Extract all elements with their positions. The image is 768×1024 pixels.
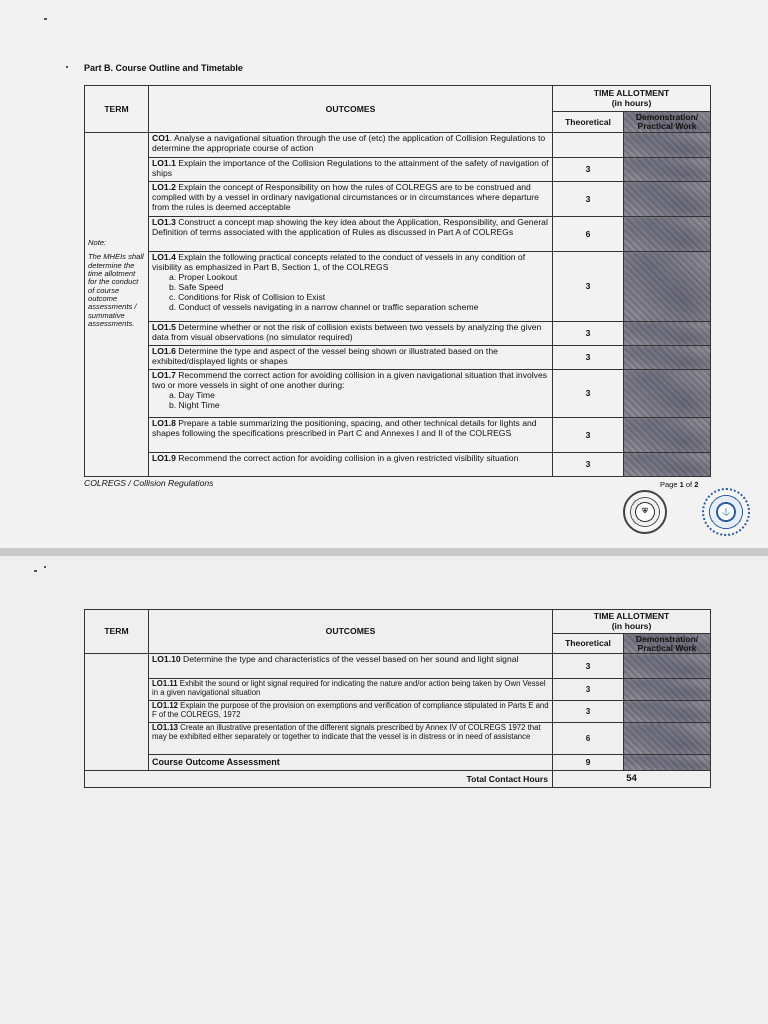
total-row xyxy=(85,771,711,788)
theoretical-hours: 3 xyxy=(553,158,624,182)
theoretical-hours: 3 xyxy=(553,252,624,322)
scan-speck xyxy=(66,66,68,68)
outcome-code: LO1.5 xyxy=(152,322,176,332)
outcome-cell xyxy=(149,158,553,182)
page-current: 1 xyxy=(679,480,684,489)
theoretical-hours: 3 xyxy=(553,679,624,701)
table-row xyxy=(85,654,711,679)
course-outline-table-continued xyxy=(84,609,711,788)
theoretical-hours: 3 xyxy=(553,322,624,346)
practical-hours xyxy=(624,418,711,453)
outcome-cell xyxy=(149,252,553,322)
practical-hours xyxy=(624,322,711,346)
practical-hours xyxy=(624,252,711,322)
theoretical-hours: 3 xyxy=(553,418,624,453)
theoretical-hours: 6 xyxy=(553,217,624,252)
table-row xyxy=(85,182,711,217)
outcome-code: LO1.4 xyxy=(152,252,176,262)
theoretical-hours: 6 xyxy=(553,723,624,755)
outcome-cell xyxy=(149,453,553,477)
outcome-text: . Analyse a navigational situation through the use of (etc) the application of Collision Regulations to determine the appropriate course of action xyxy=(152,133,546,154)
total-contact-hours-label: Total Contact Hours xyxy=(85,771,553,788)
outcome-code: LO1.6 xyxy=(152,346,176,356)
course-outcome-assessment-label: Course Outcome Assessment xyxy=(149,755,553,771)
page-total: 2 xyxy=(694,480,699,489)
demonstration-header: Demonstration/ Practical Work xyxy=(624,634,711,654)
theoretical-hours: 3 xyxy=(553,654,624,679)
note-cell xyxy=(85,133,149,477)
outcomes-header: OUTCOMES xyxy=(149,86,553,133)
outcome-code: LO1.2 xyxy=(152,182,176,192)
outcome-text: Explain the following practical concepts related to the conduct of vessels in any condition of visibility as emphasized in Part B, Section 1, of the COLREGS xyxy=(152,252,526,273)
table-row xyxy=(85,418,711,453)
outcome-text: Prepare a table summarizing the positioning, spacing, and other technical details for lights and shapes following the specifications prescribed in Part C and Annexes I and II of the COLREGS xyxy=(152,418,537,439)
outcome-cell xyxy=(149,322,553,346)
maritime-seal-icon: ⚓ xyxy=(702,488,750,536)
outcome-text: Recommend the correct action for avoiding collision in a given navigational situation that involves two or more vessels in sight of one another during: xyxy=(152,370,548,391)
scan-speck xyxy=(34,570,37,572)
theoretical-header: Theoretical xyxy=(553,112,624,133)
time-allotment-label: TIME ALLOTMENT xyxy=(593,87,670,98)
list-item: b. Safe Speed xyxy=(169,282,224,293)
term-header: TERM xyxy=(85,610,149,654)
outcome-code: LO1.12 xyxy=(152,701,179,710)
sub-list xyxy=(169,390,549,410)
practical-hours xyxy=(624,701,711,723)
theoretical-hours xyxy=(553,133,624,158)
practical-hours xyxy=(624,723,711,755)
outcomes-header: OUTCOMES xyxy=(149,610,553,654)
table-row xyxy=(85,133,711,158)
practical-hours xyxy=(624,370,711,418)
time-allotment-label: TIME ALLOTMENT xyxy=(593,610,670,621)
theoretical-hours: 3 xyxy=(553,370,624,418)
table-row xyxy=(85,252,711,322)
table-row xyxy=(85,723,711,755)
page-of: of xyxy=(683,480,695,489)
practical-hours xyxy=(624,182,711,217)
theoretical-header: Theoretical xyxy=(553,634,624,654)
theoretical-hours: 3 xyxy=(553,182,624,217)
footer-abbreviation: COLREGS / Collision Regulations xyxy=(84,478,214,488)
time-allotment-header xyxy=(553,86,711,112)
institution-seal-icon: ⛨ xyxy=(623,490,667,534)
outcome-text: Determine the type and aspect of the vessel being shown or illustrated based on the exhibited/displayed lights or shapes xyxy=(152,346,498,367)
table-row xyxy=(85,158,711,182)
outcome-cell xyxy=(149,723,553,755)
scan-speck xyxy=(44,566,46,568)
outcome-cell xyxy=(149,217,553,252)
list-item: a. Day Time xyxy=(169,390,215,401)
part-title: Part B. Course Outline and Timetable xyxy=(84,63,243,73)
in-hours-label: (in hours) xyxy=(611,97,652,108)
outcome-cell xyxy=(149,133,553,158)
outcome-text: Explain the importance of the Collision Regulations to the attainment of the safety of navigation of ships xyxy=(152,158,549,179)
scan-speck xyxy=(44,18,47,20)
table-row xyxy=(85,453,711,477)
outcome-code: LO1.7 xyxy=(152,370,176,380)
sub-list xyxy=(169,272,549,312)
outcome-cell xyxy=(149,418,553,453)
outcome-code: LO1.8 xyxy=(152,418,176,428)
term-header: TERM xyxy=(85,86,149,133)
theoretical-hours: 3 xyxy=(553,453,624,477)
practical-hours xyxy=(624,654,711,679)
outcome-cell xyxy=(149,370,553,418)
practical-hours xyxy=(624,133,711,158)
table-row xyxy=(85,755,711,771)
outcome-text: Recommend the correct action for avoiding collision in a given restricted visibility situation xyxy=(175,453,519,463)
outcome-text: Construct a concept map showing the key idea about the Application, Responsibility, and General Definition of terms associated with the application of Rules as discussed in Part A of COLREGs xyxy=(152,217,548,238)
table-row xyxy=(85,322,711,346)
outcome-cell xyxy=(149,701,553,723)
term-cell xyxy=(85,654,149,771)
table-row xyxy=(85,346,711,370)
practical-hours xyxy=(624,679,711,701)
practical-hours xyxy=(624,158,711,182)
outcome-code: LO1.9 xyxy=(152,453,176,463)
list-item: c. Conditions for Risk of Collision to Exist xyxy=(169,292,326,303)
list-item: d. Conduct of vessels navigating in a narrow channel or traffic separation scheme xyxy=(169,302,479,313)
list-item: b. Night Time xyxy=(169,400,220,411)
total-contact-hours-value: 54 xyxy=(553,771,711,788)
outcome-code: LO1.13 xyxy=(152,723,179,732)
outcome-cell xyxy=(149,654,553,679)
practical-hours xyxy=(624,453,711,477)
outcome-text: Determine whether or not the risk of collision exists between two vessels by analyzing the given data from visual observations (no simulator required) xyxy=(152,322,542,343)
outcome-code: LO1.11 xyxy=(152,679,178,688)
course-outline-table xyxy=(84,85,711,477)
theoretical-hours: 3 xyxy=(553,346,624,370)
outcome-code: CO1 xyxy=(152,133,170,143)
page-number xyxy=(660,480,698,489)
note-label: Note: xyxy=(88,238,107,247)
outcome-text: Create an illustrative presentation of the different signals prescribed by Annex IV of COLREGS 1972 that may be exhibited either separately or together to indicate that the vessel is in distress or in need of assistance xyxy=(152,723,541,742)
outcome-code: LO1.10 xyxy=(152,654,181,664)
table-row xyxy=(85,217,711,252)
outcome-code: LO1.3 xyxy=(152,217,176,227)
outcome-text: Explain the purpose of the provision on exemptions and verification of compliance stipulated in Parts E and F of the COLREGS, 1972 xyxy=(152,701,549,720)
outcome-cell xyxy=(149,679,553,701)
table-row xyxy=(85,370,711,418)
practical-hours xyxy=(624,217,711,252)
in-hours-label: (in hours) xyxy=(611,620,652,631)
demonstration-header: Demonstration/ Practical Work xyxy=(624,112,711,133)
assessment-hours: 9 xyxy=(553,755,624,771)
outcome-cell xyxy=(149,182,553,217)
practical-hours xyxy=(624,346,711,370)
time-allotment-header xyxy=(553,610,711,634)
page-prefix: Page xyxy=(660,480,680,489)
table-row xyxy=(85,679,711,701)
practical-hours xyxy=(624,755,711,771)
outcome-cell xyxy=(149,346,553,370)
list-item: a. Proper Lookout xyxy=(169,272,238,283)
outcome-text: Determine the type and characteristics of the vessel based on her sound and light signal xyxy=(180,654,519,664)
note-text: The MHEIs shall determine the time allotment for the conduct of course outcome assessments / summative assessments. xyxy=(88,252,144,329)
outcome-text: Explain the concept of Responsibility on how the rules of COLREGS are to be construed and complied with by a vessel in ordinary navigational circumstances or in circumstances where departure from the rules is deemed acceptable xyxy=(152,182,539,213)
outcome-text: Exhibit the sound or light signal required for indicating the nature and/or action being taken by Own Vessel in a given navigational situation xyxy=(152,679,546,698)
table-row xyxy=(85,701,711,723)
theoretical-hours: 3 xyxy=(553,701,624,723)
document-page-2 xyxy=(0,556,768,1024)
outcome-code: LO1.1 xyxy=(152,158,176,168)
